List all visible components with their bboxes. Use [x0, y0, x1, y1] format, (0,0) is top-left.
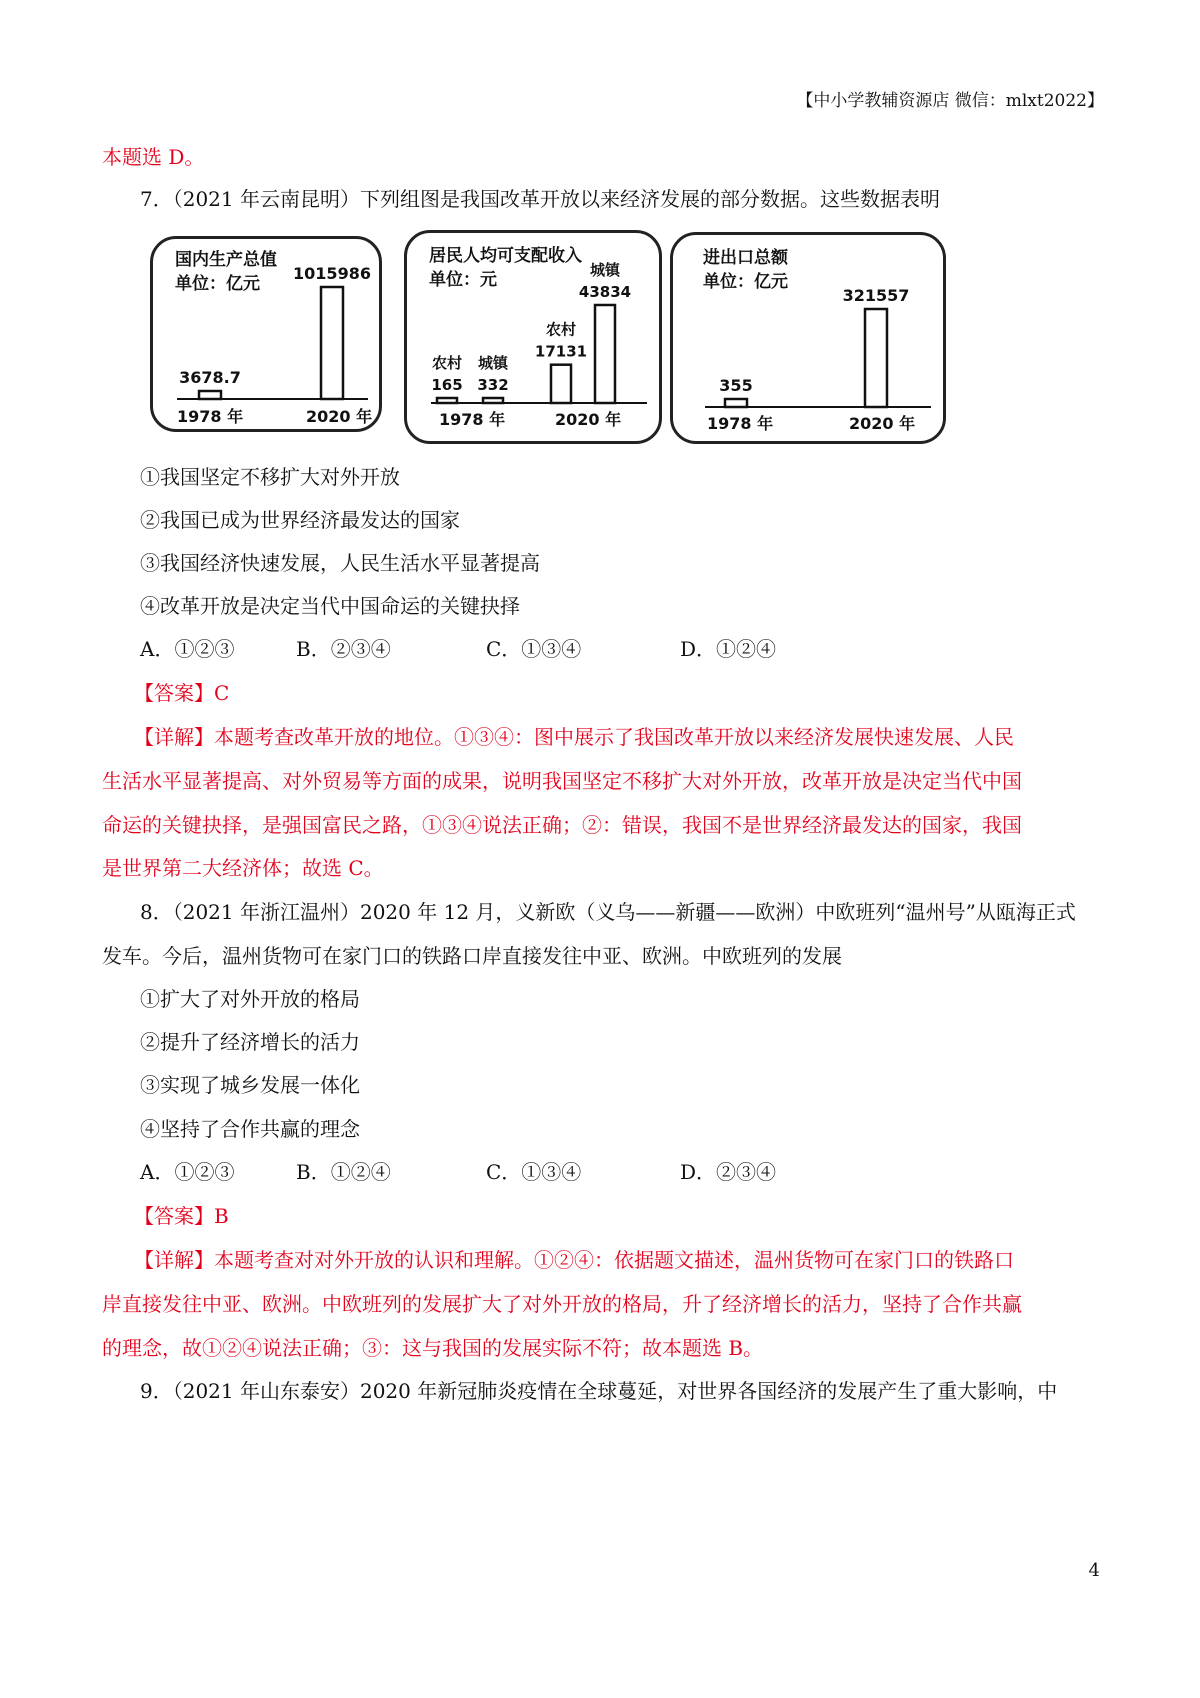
q8-choice-d: D．②③④	[680, 1160, 777, 1184]
chart-gdp-value-0: 3678.7	[179, 368, 241, 387]
chart-trade-xlabel-1978: 1978 年	[707, 414, 774, 433]
page-number: 4	[1088, 1560, 1100, 1581]
chart-income-unit: 单位：元	[429, 270, 497, 290]
chart-gdp-unit: 单位：亿元	[175, 274, 260, 294]
chart-income-xlabel-1978: 1978 年	[439, 410, 506, 429]
q7-stem: 7．（2021 年云南昆明）下列组图是我国改革开放以来经济发展的部分数据。这些数据表明	[140, 187, 940, 211]
chart-income-series-0-1: 城镇	[477, 354, 509, 372]
q8-choice-a: A．①②③	[140, 1160, 235, 1184]
q8-stem-2: 发车。今后，温州货物可在家门口的铁路口岸直接发往中亚、欧洲。中欧班列的发展	[102, 944, 842, 968]
q8-choice-b: B．①②④	[296, 1160, 391, 1184]
chart-income-series-0-0: 农村	[431, 354, 463, 372]
chart-income-value-1-1: 43834	[578, 283, 632, 301]
q8-option-4: ④坚持了合作共赢的理念	[140, 1117, 360, 1141]
chart-income-value-0-1: 332	[477, 376, 509, 394]
q8-choice-c: C．①③④	[486, 1160, 582, 1184]
q8-explain-3: 的理念，故①②④说法正确；③：这与我国的发展实际不符；故本题选 B。	[102, 1336, 764, 1360]
q7-option-1: ①我国坚定不移扩大对外开放	[140, 465, 400, 489]
chart-trade-title: 进出口总额	[703, 248, 788, 268]
q7-choice-b: B．②③④	[296, 637, 391, 661]
chart-trade-xlabel-2020: 2020 年	[849, 414, 916, 433]
chart-income-value-0-0: 165	[431, 376, 463, 394]
q8-explain-1: 【详解】本题考查对对外开放的认识和理解。①②④：依据题文描述，温州货物可在家门口的铁路口	[134, 1248, 1014, 1272]
chart-gdp-xlabel-1978: 1978 年	[177, 407, 244, 426]
chart-income-bar-0-1	[483, 398, 503, 403]
chart-gdp-xlabel-2020: 2020 年	[306, 407, 373, 426]
chart-gdp-value-1: 1015986	[293, 264, 371, 283]
q7-explain-1: 【详解】本题考查改革开放的地位。①③④：图中展示了我国改革开放以来经济发展快速发展、人民	[134, 725, 1014, 749]
chart-trade-value-1: 321557	[842, 286, 910, 305]
q7-choice-a: A．①②③	[140, 637, 235, 661]
q7-option-4: ④改革开放是决定当代中国命运的关键抉择	[140, 594, 520, 618]
q7-answer: 【答案】C	[134, 681, 230, 705]
q7-explain-4: 是世界第二大经济体；故选 C。	[102, 856, 384, 880]
chart-trade	[670, 232, 946, 444]
chart-income-xlabel-2020: 2020 年	[555, 410, 622, 429]
q8-option-2: ②提升了经济增长的活力	[140, 1030, 360, 1054]
chart-income-value-1-0: 17131	[534, 342, 588, 361]
chart-income-title: 居民人均可支配收入	[429, 246, 582, 266]
prev-answer-tail: 本题选 D。	[102, 145, 205, 169]
q7-option-2: ②我国已成为世界经济最发达的国家	[140, 508, 460, 532]
q8-option-3: ③实现了城乡发展一体化	[140, 1073, 360, 1097]
chart-gdp-svg	[153, 239, 379, 429]
q7-explain-2: 生活水平显著提高、对外贸易等方面的成果，说明我国坚定不移扩大对外开放，改革开放是决定当代中国	[102, 769, 1022, 793]
chart-gdp	[150, 236, 382, 432]
q7-choice-c: C．①③④	[486, 637, 582, 661]
q8-stem-1: 8．（2021 年浙江温州）2020 年 12 月，义新欧（义乌——新疆——欧洲）中欧班列“温州号”从瓯海正式	[140, 900, 1076, 924]
chart-income-svg	[407, 233, 659, 441]
chart-income-bar-0-0	[437, 398, 457, 403]
chart-income-bar-1-1	[595, 305, 615, 403]
chart-gdp-bar-1	[321, 287, 343, 399]
q7-option-3: ③我国经济快速发展，人民生活水平显著提高	[140, 551, 540, 575]
chart-income-bar-1-0	[551, 365, 571, 403]
chart-income	[404, 230, 662, 444]
chart-gdp-bar-0	[199, 391, 221, 399]
chart-trade-bar-1	[865, 309, 887, 407]
chart-income-series-1-0: 农村	[545, 320, 577, 339]
q8-explain-2: 岸直接发往中亚、欧洲。中欧班列的发展扩大了对外开放的格局，升了经济增长的活力，坚持了合作共赢	[102, 1292, 1022, 1316]
chart-trade-bar-0	[725, 399, 747, 407]
chart-trade-unit: 单位：亿元	[703, 272, 788, 292]
chart-income-series-1-1: 城镇	[589, 261, 621, 279]
page-header: 【中小学教辅资源店 微信：mlxt2022】	[796, 91, 1104, 111]
chart-trade-svg	[673, 235, 943, 441]
chart-trade-value-0: 355	[719, 376, 753, 395]
q9-stem: 9．（2021 年山东泰安）2020 年新冠肺炎疫情在全球蔓延，对世界各国经济的发展产生了重大影响，中	[140, 1379, 1058, 1403]
q8-answer: 【答案】B	[134, 1204, 229, 1228]
q7-explain-3: 命运的关键抉择，是强国富民之路，①③④说法正确；②：错误，我国不是世界经济最发达的国家，我国	[102, 813, 1022, 837]
chart-gdp-title: 国内生产总值	[175, 250, 277, 270]
q8-option-1: ①扩大了对外开放的格局	[140, 987, 360, 1011]
q7-choice-d: D．①②④	[680, 637, 777, 661]
